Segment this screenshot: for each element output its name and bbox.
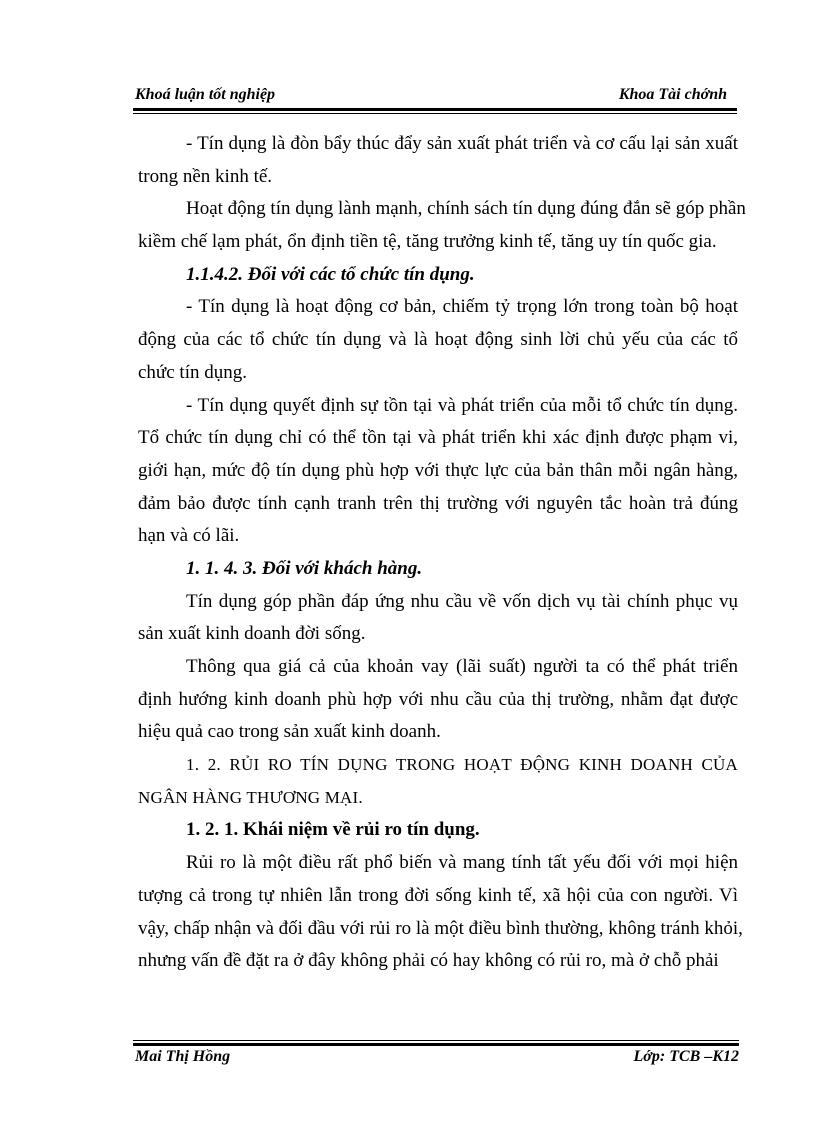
paragraph-line: hiệu quả cao trong sản xuất kinh doanh. — [138, 721, 441, 743]
section-heading: 1. 2. 1. Khái niệm về rủi ro tín dụng. — [186, 819, 480, 841]
paragraph-line: - Tín dụng là hoạt động cơ bản, chiếm tỷ trọng lớn trong toàn bộ hoạt — [186, 296, 738, 318]
paragraph-line: tượng cả trong tự nhiên lẫn trong đời sống kinh tế, xã hội của con người. Vì — [138, 884, 738, 906]
paragraph-line: kiềm chế lạm phát, ổn định tiền tệ, tăng trưởng kinh tế, tăng uy tín quốc gia. — [138, 231, 717, 253]
paragraph-line: Rủi ro là một điều rất phổ biến và mang tính tất yếu đối với mọi hiện — [186, 852, 738, 874]
page-header — [133, 84, 737, 106]
page-footer — [133, 1046, 739, 1068]
paragraph-line: hạn và có lãi. — [138, 525, 240, 547]
chapter-heading: NGÂN HÀNG THƯƠNG MẠI. — [138, 787, 363, 807]
section-heading: 1.1.4.2. Đối với các tổ chức tín dụng. — [186, 263, 475, 285]
body-text — [138, 128, 746, 978]
paragraph-line: định hướng kinh doanh phù hợp với nhu cầu của thị trường, nhằm đạt được — [138, 688, 738, 710]
header-faculty-label: Khoa Tài chớnh — [618, 86, 727, 103]
section-heading: 1. 1. 4. 3. Đối với khách hàng. — [186, 557, 423, 579]
paragraph-line: nhưng vấn đề đặt ra ở đây không phải có hay không có rủi ro, mà ở chỗ phải — [138, 950, 719, 972]
header-thesis-label: Khoá luận tốt nghiệp — [135, 86, 276, 103]
paragraph-line: Thông qua giá cả của khoản vay (lãi suất) người ta có thể phát triển — [186, 656, 738, 677]
paragraph-line: sản xuất kinh doanh đời sống. — [138, 623, 366, 645]
paragraph-line: - Tín dụng là đòn bẩy thúc đẩy sản xuất phát triển và cơ cấu lại sản xuất — [186, 133, 738, 154]
header-divider — [133, 108, 737, 114]
paragraph-line: Tín dụng góp phần đáp ứng nhu cầu về vốn dịch vụ tài chính phục vụ — [186, 590, 738, 612]
paragraph-line: chức tín dụng. — [138, 361, 247, 383]
footer-author-label: Mai Thị Hồng — [135, 1048, 231, 1065]
paragraph-line: đảm bảo được tính cạnh tranh trên thị trường với nguyên tắc hoàn trả đúng — [138, 492, 738, 514]
paragraph-line: Tổ chức tín dụng chỉ có thể tồn tại và phát triển khi xác định được phạm vi, — [138, 427, 738, 449]
paragraph-line: trong nền kinh tế. — [138, 165, 273, 187]
chapter-heading: 1. 2. RỦI RO TÍN DỤNG TRONG HOẠT ĐỘNG KINH DOANH CỦA — [186, 755, 738, 775]
paragraph-line: vậy, chấp nhận và đối đầu với rủi ro là một điều bình thường, không tránh khỏi, — [138, 917, 743, 939]
paragraph-line: Hoạt động tín dụng lành mạnh, chính sách tín dụng đúng đắn sẽ góp phần — [186, 198, 746, 220]
footer-class-label: Lớp: TCB –K12 — [633, 1048, 739, 1065]
paragraph-line: - Tín dụng quyết định sự tồn tại và phát triển của mỗi tổ chức tín dụng. — [186, 394, 738, 416]
paragraph-line: giới hạn, mức độ tín dụng phù hợp với thực lực của bản thân mỗi ngân hàng, — [138, 459, 738, 481]
paragraph-line: động của các tổ chức tín dụng và là hoạt động sinh lời chủ yếu của các tổ — [138, 329, 738, 351]
